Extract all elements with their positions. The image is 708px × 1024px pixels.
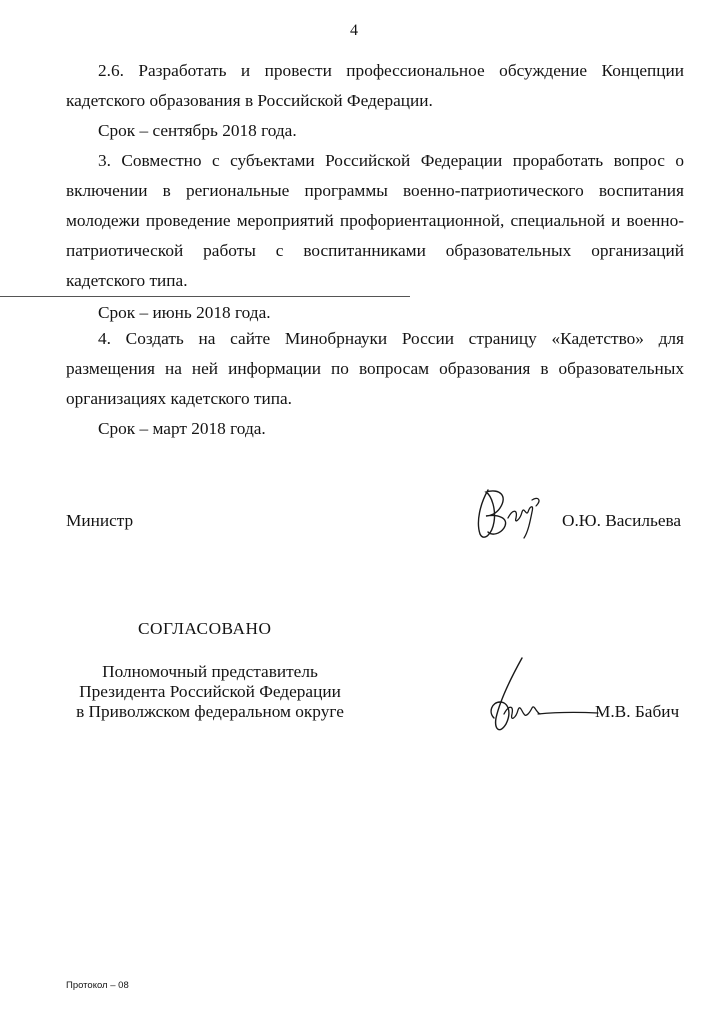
position-line: в Приволжском федеральном округе — [76, 702, 344, 721]
item-2-6 — [66, 56, 684, 146]
item-text: 3. Совместно с субъектами Российской Федерации проработать вопрос о включении в региональные программы военно-патриотического воспитания молодежи проведение мероприятий профориентационной, специальной и военно-патриотической работы с воспитанниками образовательных организаций кадетского типа. — [66, 151, 684, 290]
representative-position — [50, 662, 370, 722]
item-3 — [66, 146, 684, 328]
position-line: Президента Российской Федерации — [79, 682, 341, 701]
item-deadline: Срок – сентябрь 2018 года. — [98, 121, 297, 140]
item-text: 2.6. Разработать и провести профессиональное обсуждение Концепции кадетского образования в Российской Федерации. — [66, 61, 684, 110]
approval-heading: СОГЛАСОВАНО — [138, 619, 272, 638]
minister-signature — [470, 482, 550, 544]
item-deadline: Срок – июнь 2018 года. — [98, 303, 271, 322]
page-number: 4 — [350, 22, 358, 39]
item-deadline: Срок – март 2018 года. — [98, 419, 266, 438]
position-line: Полномочный представитель — [102, 662, 318, 681]
separator-line — [0, 296, 410, 297]
item-4 — [66, 324, 684, 444]
representative-name: М.В. Бабич — [595, 702, 680, 721]
minister-title: Министр — [66, 511, 134, 530]
representative-signature — [478, 652, 600, 738]
minister-name: О.Ю. Васильева — [562, 511, 682, 530]
item-text: 4. Создать на сайте Минобрнауки России страницу «Кадетство» для размещения на ней информации по вопросам образования в образовательных организациях кадетского типа. — [66, 329, 684, 408]
footer-protocol: Протокол – 08 — [66, 980, 129, 991]
